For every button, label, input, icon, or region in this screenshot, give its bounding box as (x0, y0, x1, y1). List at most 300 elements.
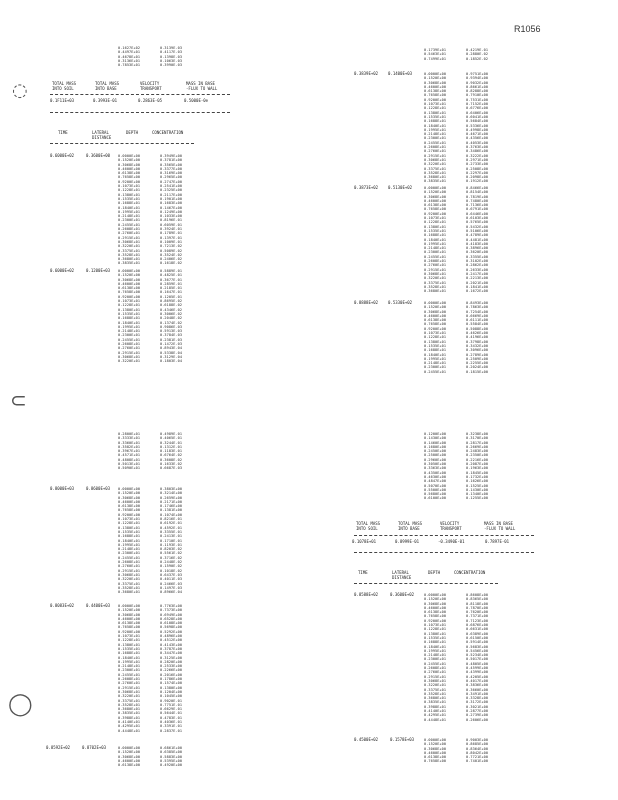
table-cell: 0.9003E+00 (466, 738, 489, 742)
table-cell: 0.1746E+00 (160, 504, 183, 509)
table-cell: 0.1520E+00 (424, 305, 447, 310)
br-g0-conc-column (466, 432, 488, 501)
table-cell: 0.1852E-02 (466, 56, 489, 61)
table-cell: 0.1840E+01 (424, 352, 447, 357)
table-cell: 0.2016E+00 (160, 672, 183, 677)
table-cell: 0.3172E+00 (466, 700, 489, 705)
table-cell: 0.7853E+01 (118, 63, 141, 68)
table-cell: 0.1073E+01 (118, 517, 141, 522)
table-cell: 0.4017E+00 (466, 678, 489, 683)
summary-bottom-v1: 0.1078E+01 (352, 539, 377, 544)
table-cell: 0.7373E+00 (160, 608, 183, 613)
table-cell: 0.3220E+01 (118, 359, 141, 364)
table-cell: 0.3528E+01 (424, 284, 447, 289)
table-cell: 0.0000E+00 (424, 72, 447, 76)
table-cell: 0.6687E-03 (160, 466, 183, 471)
tr-g2-depth-column (424, 186, 446, 293)
table-cell: 0.6776E+00 (466, 106, 489, 111)
table-cell: 0.1073E+01 (424, 623, 447, 628)
table-cell: 0.2760E+01 (424, 149, 447, 154)
table-cell: 0.1840E+01 (424, 237, 447, 242)
table-cell: 0.1045E+00 (160, 694, 183, 699)
table-cell: 0.3129E-04 (160, 354, 183, 359)
table-cell: 0.3068E+00 (424, 80, 447, 85)
br-g2-depth-column (424, 738, 446, 764)
table-cell: 0.4117E-03 (160, 50, 183, 55)
table-cell: 0.4600E+00 (424, 313, 447, 318)
col-header-concentration: CONCENTRATION (454, 570, 486, 575)
table-cell: 0.1995E+01 (118, 659, 141, 664)
table-cell: 0.7658E+00 (424, 322, 447, 327)
table-cell: 0.3136E+01 (118, 58, 141, 63)
table-cell: 0.2760E+01 (424, 670, 447, 675)
table-cell: 0.2466E-03 (160, 581, 183, 586)
table-cell: 0.2817E+00 (466, 440, 489, 445)
group-lateral: 0.8600E+03 (86, 486, 111, 491)
table-cell: 0.1840E+01 (118, 205, 141, 210)
table-cell: 0.1535E+01 (118, 311, 141, 316)
table-cell: 0.3006E-02 (160, 311, 183, 316)
table-cell: 0.6861E+00 (160, 746, 183, 750)
table-cell: 0.0000E+00 (118, 487, 141, 491)
header-total-mass-base: TOTAL MASS INTO BASE (398, 521, 423, 531)
table-cell: 0.5336E+00 (466, 123, 489, 128)
table-cell: 0.2213E+00 (466, 276, 489, 281)
table-cell: 0.5395E+00 (160, 758, 183, 763)
table-cell: 0.4346E-02 (160, 307, 183, 312)
col-header-lateral: LATERAL DISTANCE (392, 570, 412, 580)
table-cell: 0.2880E-02 (466, 52, 489, 57)
table-cell: 0.4989E-01 (160, 432, 183, 436)
table-cell: 0.6876E+00 (466, 623, 489, 628)
br-g1-conc-column (466, 593, 488, 722)
table-cell: 0.4600E+00 (424, 198, 447, 203)
table-cell: 0.1683E+00 (160, 201, 183, 206)
table-cell: 0.3068E+00 (118, 162, 141, 167)
table-cell: 0.1786E+00 (160, 677, 183, 682)
table-cell: 0.3068E+01 (118, 239, 141, 244)
table-cell: 0.4920E+00 (160, 763, 183, 768)
header-total-mass-soil: TOTAL MASS INTO SOIL (356, 521, 381, 531)
table-cell: 0.3139E-03 (160, 46, 183, 50)
table-cell: 0.2509E+00 (466, 356, 489, 361)
table-cell: 0.7870E+00 (466, 605, 489, 610)
table-cell: 0.1520E+00 (118, 750, 141, 755)
tr-g1-conc-column (466, 72, 488, 184)
table-cell: 0.8493E+00 (466, 301, 489, 305)
table-cell: 0.1380E+01 (118, 307, 141, 312)
table-cell: 0.1688E+01 (424, 348, 447, 353)
table-cell: 0.5913E-03 (160, 329, 183, 334)
table-cell: 0.1590E-02 (160, 564, 183, 569)
table-cell: 0.4600E+00 (118, 616, 141, 621)
table-cell: 0.1380E+01 (424, 339, 447, 344)
bl-g3-depth-column (118, 746, 140, 767)
table-cell: 0.3781E+00 (160, 158, 183, 163)
tr-g0-conc-column (466, 48, 488, 61)
table-cell: 0.8216E-01 (160, 517, 183, 522)
table-cell: 0.7658E+00 (118, 290, 141, 295)
table-cell: 0.1688E+01 (424, 233, 447, 238)
table-cell: 0.7620E+00 (466, 610, 489, 615)
table-cell: 0.8685E+00 (466, 742, 489, 747)
table-cell: 0.2541E+00 (160, 184, 183, 189)
table-cell: 0.2800E+01 (118, 432, 141, 436)
bl-g1-depth-column (118, 487, 140, 594)
table-cell: 0.1845E+00 (466, 470, 489, 475)
table-cell: 0.2417E+00 (466, 271, 489, 276)
table-cell: 0.1460E+00 (424, 440, 447, 445)
table-cell: 0.1535E+01 (118, 196, 141, 201)
binder-bracket-icon: ⊂ (10, 388, 27, 412)
table-cell: 0.1073E+01 (424, 102, 447, 107)
table-cell: 0.3660E+00 (466, 687, 489, 692)
table-cell: 0.3787E+00 (160, 646, 183, 651)
summary-top-v1: 0.1F11E+03 (50, 98, 75, 103)
table-cell: 0.3068E+00 (118, 612, 141, 617)
table-cell: 0.2608E+01 (118, 560, 141, 565)
table-cell: 0.2608E+01 (424, 145, 447, 150)
table-cell: 0.3835E+01 (424, 179, 447, 184)
table-cell: 0.3375E+01 (424, 687, 447, 692)
table-cell: 0.3716E-02 (160, 555, 183, 560)
table-cell: 0.7480E+00 (466, 198, 489, 203)
table-cell: 0.3363E+00 (424, 466, 447, 471)
tl-g1-conc-column (160, 154, 182, 266)
table-cell: 0.1520E+00 (118, 158, 141, 163)
table-cell: 0.2216E+00 (466, 457, 489, 462)
table-cell: 0.1228E+01 (118, 638, 141, 643)
table-cell: 0.2960E+00 (424, 457, 447, 462)
table-cell: 0.8661E+00 (466, 84, 489, 89)
table-cell: 0.3096E+00 (466, 348, 489, 353)
table-cell: 0.6138E+00 (118, 621, 141, 626)
table-cell: 0.4600E+00 (118, 499, 141, 504)
table-cell: 0.1249E+00 (160, 209, 183, 214)
table-cell: 0.4600E+00 (424, 605, 447, 610)
table-cell: 0.1009E-01 (160, 239, 183, 244)
table-cell: 0.6631E+00 (466, 627, 489, 632)
table-cell: 0.2455E+01 (424, 254, 447, 259)
table-cell: 0.2048E-02 (160, 316, 183, 321)
table-cell: 0.1627E+02 (118, 46, 141, 50)
table-cell: 0.1073E+01 (424, 216, 447, 221)
table-cell: 0.6138E+00 (118, 286, 141, 291)
table-cell: 0.3835E+01 (118, 261, 141, 266)
table-cell: 0.1430E+00 (466, 487, 489, 492)
table-cell: 0.6138E+00 (118, 763, 141, 768)
table-cell: 0.2877E+00 (466, 709, 489, 714)
table-cell: 0.3068E+00 (424, 309, 447, 314)
table-cell: 0.4448E+01 (424, 717, 447, 722)
table-cell: 0.1840E+01 (118, 320, 141, 325)
table-cell: 0.1228E+01 (118, 303, 141, 308)
table-cell: 0.3068E+01 (118, 572, 141, 577)
table-cell: 0.2021E+00 (466, 280, 489, 285)
summary-rule (50, 112, 230, 113)
table-cell: 0.3528E+01 (118, 702, 141, 707)
group-lateral: 0.8702E+03 (82, 745, 107, 750)
table-cell: 0.2837E-01 (160, 728, 183, 733)
table-cell: 0.6041E+00 (466, 114, 489, 119)
table-cell: 0.1205E-01 (160, 294, 183, 299)
table-cell: 0.6446E+00 (466, 211, 489, 216)
table-cell: 0.1840E+01 (424, 123, 447, 128)
table-cell: 0.2455E+01 (118, 337, 141, 342)
table-cell: 0.1018E-02 (160, 568, 183, 573)
table-cell: 0.3375E+01 (118, 581, 141, 586)
table-cell: 0.1380E+01 (424, 110, 447, 115)
table-cell: 0.6188E-02 (160, 303, 183, 308)
table-cell: 0.2606E+00 (466, 717, 489, 722)
table-cell: 0.4036E-01 (160, 720, 183, 725)
table-cell: 0.5584E+00 (466, 322, 489, 327)
table-cell: 0.3125E+00 (160, 655, 183, 660)
table-cell: 0.3102E+00 (466, 259, 489, 264)
table-cell: 0.1574E+00 (160, 681, 183, 686)
table-cell: 0.2915E+01 (118, 685, 141, 690)
table-cell: 0.3220E+01 (118, 577, 141, 582)
group-lateral: 0.4400E+03 (86, 603, 111, 608)
table-cell: 0.1183E-01 (160, 449, 183, 454)
table-cell: 0.1228E+01 (424, 335, 447, 340)
table-cell: 0.6528E+00 (160, 616, 183, 621)
table-cell: 0.2406E-02 (160, 257, 183, 262)
table-cell: 0.5500E+00 (424, 487, 447, 492)
bl-g1-conc-column (160, 487, 182, 594)
table-cell: 0.9200E+00 (424, 618, 447, 623)
table-cell: 0.1626E+00 (466, 479, 489, 484)
table-cell: 0.1340E+00 (466, 492, 489, 497)
table-cell: 0.3524E-02 (160, 252, 183, 257)
table-cell: 0.7213E-02 (160, 244, 183, 249)
table-cell: 0.5765E+00 (466, 220, 489, 225)
table-cell: 0.2300E+01 (424, 657, 447, 662)
table-cell: 0.2300E+01 (118, 551, 141, 556)
table-cell: 0.9200E+00 (424, 211, 447, 216)
table-cell: 0.8966E-04 (160, 590, 183, 595)
table-cell: 0.9751E+00 (466, 72, 489, 76)
table-cell: 0.3220E+01 (424, 683, 447, 688)
table-cell: 0.8466E+00 (466, 186, 489, 190)
table-cell: 0.4065E-01 (160, 436, 183, 441)
table-cell: 0.3798E+00 (466, 339, 489, 344)
table-cell: 0.5070E+00 (424, 483, 447, 488)
group-lateral: 0.5130E+02 (388, 185, 413, 190)
table-cell: 0.1380E+01 (424, 224, 447, 229)
group-time: 0.8592E+02 (46, 745, 71, 750)
table-cell: 0.6138E+00 (424, 610, 447, 615)
table-cell: 0.3988E+01 (424, 704, 447, 709)
table-cell: 0.1647E-01 (160, 290, 183, 295)
summary-top-v3: 0.2863E-05 (138, 98, 163, 103)
tl-g2-conc-column (160, 269, 182, 364)
table-cell: 0.1380E+01 (118, 192, 141, 197)
table-cell: 0.4847E+00 (424, 479, 447, 484)
col-header-concentration: CONCENTRATION (152, 130, 184, 135)
table-cell: 0.2185E-01 (160, 286, 183, 291)
table-cell: 0.9032E+00 (466, 80, 489, 85)
table-cell: 0.4571E+01 (118, 453, 141, 458)
table-cell: 0.3486E+00 (466, 149, 489, 154)
bl-g3-conc-column (160, 746, 182, 767)
header-rule (50, 94, 230, 95)
table-cell: 0.4678E+01 (118, 54, 141, 59)
table-cell: 0.5680E+00 (424, 492, 447, 497)
table-cell: 0.2760E+01 (118, 564, 141, 569)
table-cell: 0.2255E+00 (466, 361, 489, 366)
table-cell: 0.4140E+01 (424, 709, 447, 714)
table-cell: 0.5090E+01 (118, 466, 141, 471)
table-cell: 0.7152E+00 (466, 102, 489, 107)
col-header-depth: DEPTH (126, 130, 139, 135)
table-cell: 0.1380E+01 (118, 525, 141, 530)
table-cell: 0.0000E+00 (424, 738, 447, 742)
tr-g0-depth-column (424, 48, 446, 61)
table-cell: 0.2448E-02 (160, 560, 183, 565)
table-cell: 0.4219E-01 (466, 48, 489, 52)
header-rule (354, 535, 534, 536)
table-cell: 0.1380E+01 (424, 631, 447, 636)
table-cell: 0.5432E+00 (466, 224, 489, 229)
table-cell: 0.2971E+00 (466, 157, 489, 162)
col-header-rule (354, 583, 498, 584)
table-cell: 0.4350E+00 (424, 470, 447, 475)
table-cell: 0.7658E+00 (118, 625, 141, 630)
table-cell: 0.2659E+00 (160, 495, 183, 500)
table-cell: 0.9200E+00 (118, 179, 141, 184)
table-cell: 0.3582E+01 (118, 444, 141, 449)
table-cell: 0.4783E-01 (160, 715, 183, 720)
table-cell: 0.9200E+00 (118, 629, 141, 634)
table-cell: 0.1200E+00 (424, 432, 447, 436)
table-cell: 0.6150E+00 (466, 635, 489, 640)
table-cell: 0.5089E-02 (160, 248, 183, 253)
table-cell: 0.3375E+01 (424, 166, 447, 171)
table-cell: 0.3222E+00 (466, 153, 489, 158)
group-lateral: 0.1400E+03 (388, 71, 413, 76)
table-cell: 0.7721E+00 (466, 755, 489, 760)
table-cell: 0.1995E+01 (118, 542, 141, 547)
table-cell: 0.3355E-01 (160, 529, 183, 534)
table-cell: 0.1074E+00 (160, 512, 183, 517)
table-cell: 0.1312E-01 (160, 444, 183, 449)
table-cell: 0.0000E+00 (118, 154, 141, 158)
table-cell: 0.1688E+01 (424, 119, 447, 124)
table-cell: 0.2915E+01 (118, 568, 141, 573)
table-cell: 0.3068E+01 (424, 157, 447, 162)
table-cell: 0.4599E+00 (466, 666, 489, 671)
table-cell: 0.6437E-03 (160, 572, 183, 577)
table-cell: 0.2300E+01 (424, 250, 447, 255)
table-cell: 0.2148E+01 (424, 246, 447, 251)
table-cell: 0.3068E+00 (118, 495, 141, 500)
table-cell: 0.2760E+01 (118, 231, 141, 236)
table-cell: 0.1430E+00 (424, 436, 447, 441)
tl-g2-depth-column (118, 269, 140, 364)
table-cell: 0.1688E+01 (118, 534, 141, 539)
table-cell: 0.8608E+00 (466, 593, 489, 597)
table-cell: 0.3680E+01 (424, 175, 447, 180)
table-cell: 0.3896E+00 (466, 246, 489, 251)
table-cell: 0.4600E+00 (424, 84, 447, 89)
header-velocity-transport: VELOCITY TRANSPORT (440, 521, 462, 531)
table-cell: 0.6192E-01 (160, 521, 183, 526)
table-cell: 0.3836E+00 (466, 683, 489, 688)
table-cell: 0.1228E+01 (118, 521, 141, 526)
table-cell: 0.3220E+01 (118, 244, 141, 249)
table-cell: 0.7658E+00 (424, 759, 447, 764)
table-cell: 0.7499E+01 (424, 56, 447, 61)
table-cell: 0.6138E+00 (424, 203, 447, 208)
table-cell: 0.4808E+01 (118, 457, 141, 462)
table-cell: 0.6108E+00 (160, 621, 183, 626)
table-cell: 0.1710E-01 (160, 538, 183, 543)
table-cell: 0.5883E+00 (160, 754, 183, 759)
table-cell: 0.3375E+01 (424, 280, 447, 285)
table-cell: 0.2455E+01 (424, 140, 447, 145)
table-cell: 0.7136E+00 (466, 203, 489, 208)
table-cell: 0.1688E+01 (118, 316, 141, 321)
table-cell: 0.1520E+00 (424, 76, 447, 81)
table-cell: 0.4205E+00 (466, 674, 489, 679)
table-cell: 0.3214E+00 (160, 491, 183, 496)
table-cell: 0.2350E+00 (466, 453, 489, 458)
table-cell: 0.2608E+01 (424, 666, 447, 671)
table-cell: 0.9200E+00 (118, 512, 141, 517)
table-cell: 0.7254E+00 (466, 309, 489, 314)
table-cell: 0.2915E+01 (118, 350, 141, 355)
table-cell: 0.3021E+00 (466, 704, 489, 709)
table-cell: 0.1633E-02 (160, 462, 183, 467)
table-cell: 0.1525E+00 (466, 483, 489, 488)
table-cell: 0.3220E+01 (424, 276, 447, 281)
table-cell: 0.9394E+00 (466, 76, 489, 81)
table-cell: 0.1228E+01 (424, 627, 447, 632)
table-cell: 0.3432E+00 (466, 343, 489, 348)
table-cell: 0.1840E+01 (424, 644, 447, 649)
table-cell: 0.4481E+00 (466, 237, 489, 242)
table-cell: 0.3377E+00 (160, 166, 183, 171)
table-cell: 0.4143E+00 (160, 642, 183, 647)
table-cell: 0.1380E+01 (118, 642, 141, 647)
table-cell: 0.3528E+01 (424, 691, 447, 696)
table-cell: 0.3491E+00 (466, 691, 489, 696)
table-cell: 0.1688E+01 (118, 201, 141, 206)
table-cell: 0.6138E+00 (424, 755, 447, 760)
table-cell: 0.4448E+01 (118, 728, 141, 733)
group-time: 0.8000E+03 (50, 486, 75, 491)
table-cell: 0.4600E+00 (118, 758, 141, 763)
table-cell: 0.3050E+00 (424, 462, 447, 467)
table-cell: 0.2381E-03 (160, 337, 183, 342)
summary-rule (354, 552, 534, 553)
table-cell: 0.4196E+00 (466, 335, 489, 340)
table-cell: 0.2300E+01 (424, 365, 447, 370)
table-cell: 0.4592E-01 (160, 525, 183, 530)
header-total-mass-base: TOTAL MASS INTO BASE (95, 81, 120, 91)
table-cell: 0.2148E+01 (118, 214, 141, 219)
table-cell: 0.1380E+00 (160, 685, 183, 690)
table-cell: 0.4053E+00 (466, 140, 489, 145)
table-cell: 0.3375E+01 (118, 698, 141, 703)
group-lateral: 0.3600E+00 (86, 153, 111, 158)
table-cell: 0.3680E+01 (424, 696, 447, 701)
table-cell: 0.7763E+00 (160, 604, 183, 608)
table-cell: 0.1535E+01 (118, 529, 141, 534)
table-cell: 0.1520E+00 (424, 742, 447, 747)
table-cell: 0.1618E-02 (160, 261, 183, 266)
